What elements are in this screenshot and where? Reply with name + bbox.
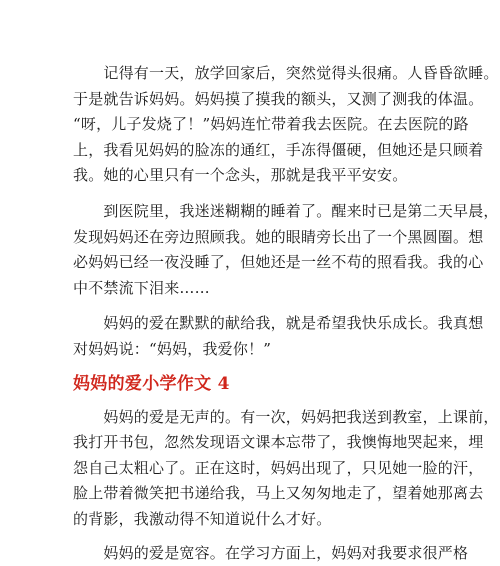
text-line: 妈妈的爱是无声的。有一次，妈妈把我送到教室，上课前， bbox=[73, 407, 499, 426]
text-line: 妈妈的爱是宽容。在学习方面上，妈妈对我要求很严格 bbox=[73, 543, 469, 562]
paragraph-hospital bbox=[73, 199, 499, 301]
text-line: 上，我看见妈妈的脸冻的通红，手冻得僵硬，但她还是只顾着 bbox=[73, 140, 484, 159]
text-line: 对妈妈说：“妈妈，我爱你！” bbox=[73, 339, 272, 358]
text-line: 的背影，我激动得不知道说什么才好。 bbox=[73, 509, 332, 528]
text-line: 中不禁流下泪来…… bbox=[73, 278, 210, 297]
text-line: 我。她的心里只有一个念头，那就是我平平安安。 bbox=[73, 166, 408, 185]
text-line: 到医院里，我迷迷糊糊的睡着了。醒来时已是第二天早晨， bbox=[73, 201, 499, 220]
text-line: 于是就告诉妈妈。妈妈摸了摸我的额头，又测了测我的体温。 bbox=[73, 89, 484, 108]
text-line: 怨自己太粗心了。正在这时，妈妈出现了，只见她一脸的汗， bbox=[73, 458, 484, 477]
paragraph-textbook bbox=[73, 405, 499, 533]
text-line: 必妈妈已经一夜没睡了，但她还是一丝不苟的照看我。我的心 bbox=[73, 253, 484, 272]
paragraph-love-silent bbox=[73, 311, 484, 362]
document-page bbox=[73, 61, 499, 566]
text-line: 我打开书包，忽然发现语文课本忘带了，我懊悔地哭起来，埋 bbox=[73, 433, 484, 452]
text-line: 脸上带着微笑把书递给我，马上又匆匆地走了，望着她那离去 bbox=[73, 484, 484, 503]
text-line: 发现妈妈还在旁边照顾我。她的眼睛旁长出了一个黑圆圈。想 bbox=[73, 227, 484, 246]
text-line: 记得有一天，放学回家后，突然觉得头很痛。人昏昏欲睡。 bbox=[73, 64, 499, 82]
paragraph-fever bbox=[73, 61, 499, 189]
text-line: “呀，儿子发烧了！”妈妈连忙带着我去医院。在去医院的路 bbox=[73, 115, 469, 134]
text-line: 妈妈的爱在默默的献给我，就是希望我快乐成长。我真想 bbox=[73, 314, 484, 333]
section-heading: 妈妈的爱小学作文 4 bbox=[73, 373, 230, 394]
